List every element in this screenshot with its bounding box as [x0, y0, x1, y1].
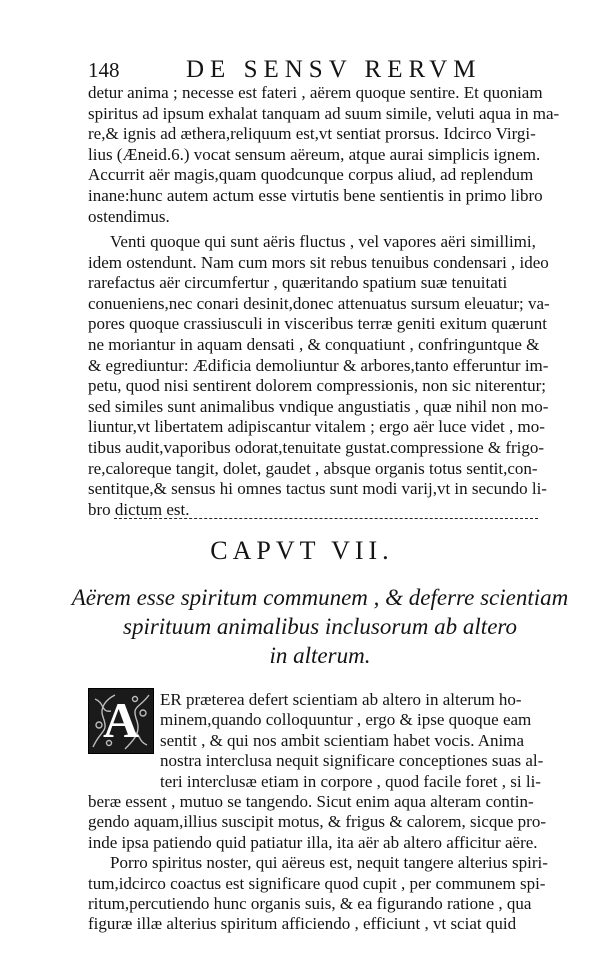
section-divider: [114, 518, 538, 519]
paragraph-3: [88, 690, 562, 935]
initial-letter: A: [102, 692, 140, 748]
text-line: sentitque,& sensus hi omnes tactus sunt modi varij,vt in secundo li-: [88, 479, 547, 499]
text-line: bro dictum est.: [88, 499, 190, 519]
text-line: Venti quoque qui sunt aëris fluctus , vel vapores aëri simillimi,: [110, 232, 536, 251]
text-line: re,caloreque tangit, dolet, gaudet , absque organis totus sentit,con-: [88, 458, 538, 478]
page-number: 148: [88, 58, 120, 82]
paragraph-1: [88, 83, 562, 227]
text-line: Porro spiritus noster, qui aëreus est, nequit tangere alterius spiri-: [110, 853, 548, 873]
text-line: rarefactus aër circumfertur , quæritando spatium suæ tenuitati: [88, 273, 508, 293]
chapter-title-line: spirituum animalibus inclusorum ab altero: [123, 614, 517, 639]
text-line: sed similes sunt animalibus vndique angustiatis , quæ nihil non mo-: [88, 396, 549, 416]
text-line: ostendimus.: [88, 206, 170, 226]
chapter-title-line: Aërem esse spiritum communem , & deferre scientiam: [71, 585, 569, 610]
text-line: teri interclusæ etiam in corpore , quod facile foret , si li-: [160, 771, 541, 791]
chapter-heading: CAPVT VII.: [210, 536, 394, 565]
text-line: detur anima ; necesse est fateri , aërem quoque sentire. Et quoniam: [88, 83, 543, 102]
text-line: gendo aquam,illius suscipit motus, & frigus & calorem, sicque pro-: [88, 812, 546, 832]
text-line: ritum,percutiendo hunc organis suis, & ea figurando ratione , qua: [88, 894, 532, 914]
chapter-title: [60, 583, 580, 670]
text-line: ER præterea defert scientiam ab altero in alterum ho-: [160, 690, 522, 709]
text-line: Accurrit aër magis,quam quodcunque corpus aliud, ad replendum: [88, 165, 534, 185]
page-header: [88, 56, 508, 86]
text-line: re,& ignis ad æthera,reliquum est,vt sentiat prorsus. Idcirco Virgi-: [88, 124, 536, 144]
text-line: ne moriantur in aquam densati , & conquatiunt , confringuntque &: [88, 334, 540, 354]
text-line: beræ essent , mutuo se tangendo. Sicut enim aqua alteram contin-: [88, 792, 534, 812]
text-line: nostra interclusa nequit significare conceptiones suas al-: [160, 751, 544, 771]
text-line: minem,quando colloquuntur , ergo & ipse quoque eam: [160, 710, 532, 730]
text-line: inane:hunc autem actum esse virtutis bene sentientis in primo libro: [88, 185, 543, 205]
text-line: liuntur,vt libertatem adipiscantur vitalem ; ergo aër luce videt , mo-: [88, 417, 545, 437]
text-line: spiritus ad ipsum exhalat tanquam ad suum simile, veluti aqua in ma-: [88, 103, 560, 123]
text-line: tibus audit,vaporibus odorat,tenuitate gustat.compressione & frigo-: [88, 437, 545, 457]
paragraph-2: [88, 232, 562, 520]
text-line: petu, quod nisi sentirent dolorem compressionis, non sic niterentur;: [88, 376, 546, 396]
text-line: pores quoque crassiusculi in visceribus terræ geniti exitum quærunt: [88, 314, 547, 334]
text-line: sentit , & qui nos ambit scientiam habet vocis. Anima: [160, 730, 525, 750]
running-title: DE SENSV RERVM: [186, 56, 482, 83]
text-line: idem ostendunt. Nam cum mors sit rebus tenuibus condensari , ideo: [88, 252, 549, 272]
text-line: conueniens,nec conari desinit,donec attenuatus sursum eleuatur; va-: [88, 293, 550, 313]
text-line: figuræ illæ alterius spiritum afficiendo , efficiunt , vt sciat quid: [88, 914, 517, 934]
chapter-title-line: in alterum.: [269, 643, 371, 668]
text-line: lius (Æneid.6.) vocat sensum aëreum, atque aurai simplicis ignem.: [88, 144, 541, 164]
text-line: & egrediuntur: Ædificia demoliuntur & arbores,tanto efferuntur im-: [88, 355, 549, 375]
text-line: inde ipsa patiendo quid patiatur illa, ita aër ab altero afficitur aëre.: [88, 832, 538, 852]
text-line: tum,idcirco coactus est significare quod cupit , per communem spi-: [88, 873, 546, 893]
